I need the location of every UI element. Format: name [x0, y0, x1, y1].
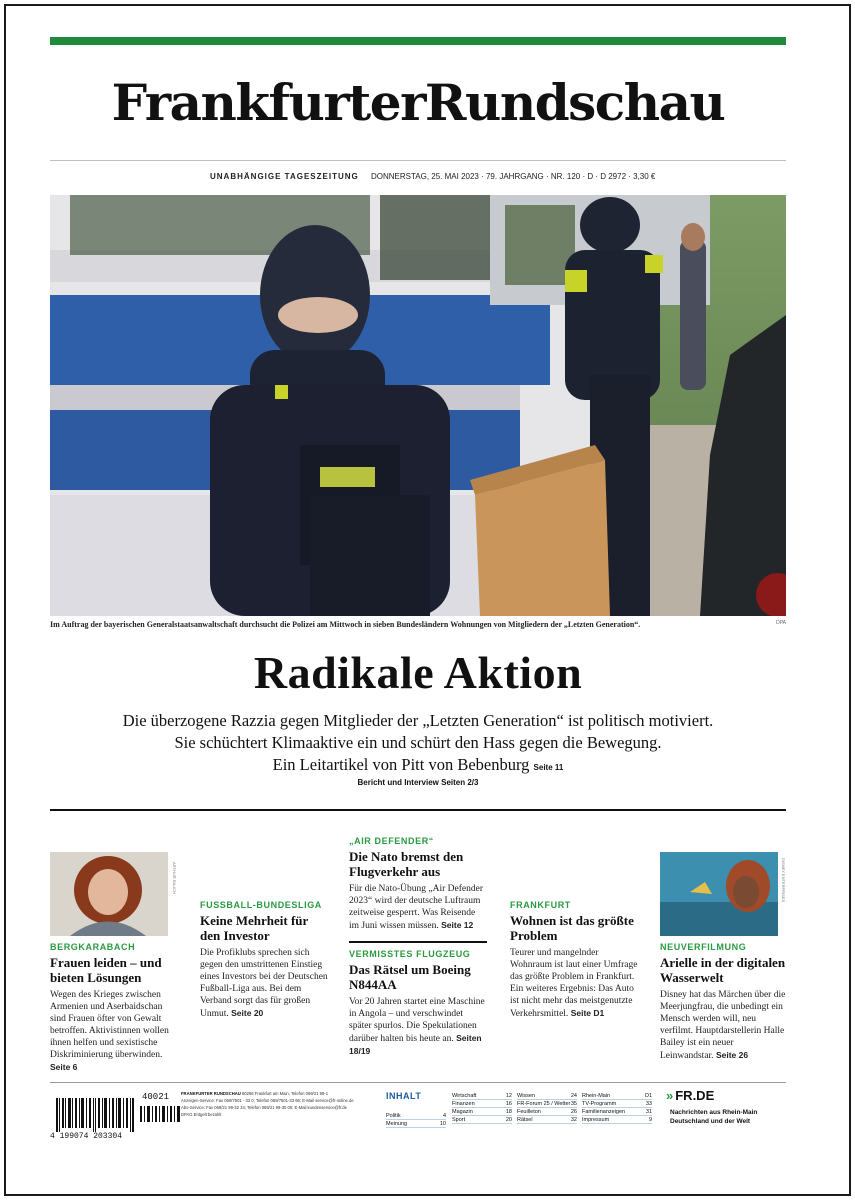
lead-photo-illustration	[50, 195, 786, 616]
bergkarabach-text: Wegen des Krieges zwischen Armenien und Aserbaidschan sind Frauen öfter von Gewalt betroffen. Aktivistinnen wollen ihnen helfen und sexistische Diskriminierung überwinden.	[50, 990, 169, 1060]
air-defender-headline[interactable]: Die Nato bremst den Flugverkehr aus	[349, 849, 464, 879]
publisher-line-4: DPAG Entgelt bezahlt	[181, 1112, 222, 1117]
teaser-air-defender[interactable]	[349, 836, 487, 1058]
issue-code: 40021	[142, 1092, 170, 1102]
inhalt-entry[interactable]: Wirtschaft 12	[452, 1093, 512, 1099]
barcode-number: 4 199074 203304	[50, 1132, 123, 1141]
publisher-name: FRANKFURTER RUNDSCHAU	[181, 1091, 241, 1096]
publisher-line-3: Abo-Service: Fax 069/21 99-32 34; Telefon 069/21 99-30 05; E-Mail kundenservice@fr.de	[181, 1105, 347, 1110]
bergkarabach-portrait	[50, 852, 168, 936]
deck-page-ref[interactable]: Seite 11	[533, 763, 564, 772]
related-pages[interactable]: Bericht und Interview Seiten 2/3	[357, 778, 479, 787]
flugzeug-text: Vor 20 Jahren startet eine Maschine in Angola – und verschwindet später spurlos. Die Spekulationen darüber halten bis heute an.	[349, 997, 485, 1044]
footer-strip	[50, 1086, 786, 1146]
inhalt-entry[interactable]: FR-Forum 25 / Wetter 35	[517, 1101, 577, 1107]
dateline	[210, 172, 655, 181]
arielle-photo-credit: DISNEY ENTERPRISES	[781, 858, 786, 903]
bergkarabach-kicker: BERGKARABACH	[50, 942, 136, 952]
fr-de-logo: FR.DE	[675, 1088, 715, 1103]
deck-line-2: Sie schüchtert Klimaaktive ein und schürt den Hass gegen die Bewegung.	[174, 733, 662, 752]
air-defender-page[interactable]: Seite 12	[441, 920, 474, 930]
arielle-body	[660, 989, 786, 1062]
inhalt-entry[interactable]: Wissen 24	[517, 1093, 577, 1099]
inhalt-entry[interactable]: Meinung 10	[386, 1121, 446, 1127]
inhalt-entry[interactable]: Magazin 18	[452, 1109, 512, 1115]
flugzeug-page[interactable]: Seiten 18/19	[349, 1033, 482, 1056]
fr-de-tagline: Nachrichten aus Rhein-Main Deutschland und der Welt	[670, 1109, 758, 1125]
inhalt-entry[interactable]: TV-Programm 33	[582, 1101, 652, 1107]
arielle-text: Disney hat das Märchen über die Meerjungfrau, die unbedingt ein Mensch werden will, neu verfilmt. Hauptdarstellerin Halle Bailey ist ein neuer Leinwandstar.	[660, 990, 786, 1061]
flugzeug-kicker: VERMISSTES FLUGZEUG	[349, 949, 471, 959]
arielle-mermaid-illustration	[660, 852, 778, 936]
police-officers-raid-photo[interactable]	[50, 195, 786, 616]
air-defender-kicker: „AIR DEFENDER“	[349, 836, 434, 846]
bergkarabach-page[interactable]: Seite 6	[50, 1062, 78, 1072]
arielle-kicker: NEUVERFILMUNG	[660, 942, 747, 952]
frankfurt-kicker: FRANKFURT	[510, 900, 571, 910]
bergkarabach-body	[50, 989, 180, 1074]
deck-author-line: Ein Leitartikel von Pitt von Bebenburg	[272, 755, 530, 774]
section-rule	[50, 809, 786, 811]
arielle-headline[interactable]: Arielle in der digitalen Wasserwelt	[660, 955, 786, 985]
deck-line-3	[50, 754, 786, 779]
publisher-line-2: Anzeigen-Service: Fax 069/7501 - 33 0; Telefon 069/7501-33 66; E-Mail service@fr-online.de	[181, 1098, 354, 1103]
column-separator	[349, 941, 487, 943]
fr-de-link[interactable]	[666, 1088, 714, 1103]
caption-text: Im Auftrag der bayerischen Generalstaatsanwaltschaft durchsucht die Polizei am Mittwoch in sieben Bundesländern Wohnungen von Mitgliedern der „Letzten Generation“.	[50, 620, 641, 629]
flugzeug-body	[349, 996, 487, 1058]
teaser-fussball[interactable]	[200, 900, 328, 1020]
inhalt-column-4	[582, 1092, 652, 1124]
fussball-text: Die Profiklubs sprechen sich gegen den umstrittenen Einstieg eines Investors bei der Deutschen Fußball-Liga aus. Bei dem Verband sorgt das für großen Unmut.	[200, 948, 328, 1019]
inhalt-entry[interactable]: Finanzen 16	[452, 1101, 512, 1107]
teaser-frankfurt[interactable]	[510, 900, 638, 1020]
photo-credit: DPA	[776, 620, 786, 626]
publisher-line-1	[181, 1090, 381, 1097]
fussball-body	[200, 947, 328, 1020]
air-defender-text: Für die Nato-Übung „Air Defender 2023“ wird der deutsche Luftraum zeitweise gesperrt. Was Reisende im Juni wissen müssen.	[349, 884, 484, 931]
masthead-title[interactable]: FrankfurterRundschau	[111, 73, 725, 132]
publisher-info	[181, 1090, 381, 1118]
inhalt-entry[interactable]: Sport 20	[452, 1117, 512, 1123]
inhalt-entry[interactable]: Feuilleton 26	[517, 1109, 577, 1115]
inhalt-column-1	[386, 1112, 446, 1128]
barcode-icon	[56, 1098, 134, 1132]
teaser-bergkarabach[interactable]	[50, 942, 180, 1074]
fussball-headline[interactable]: Keine Mehrheit für den Investor	[200, 913, 309, 943]
inhalt-column-2	[452, 1092, 512, 1124]
lead-deck	[50, 710, 786, 779]
fussball-page[interactable]: Seite 20	[231, 1008, 264, 1018]
footer-rule	[50, 1082, 786, 1083]
inhalt-entry[interactable]: Rhein-Main D1	[582, 1093, 652, 1099]
photo-caption	[50, 620, 786, 629]
masthead-rule	[50, 160, 786, 161]
fussball-kicker: FUSSBALL-BUNDESLIGA	[200, 900, 322, 910]
lead-headline[interactable]: Radikale Aktion	[253, 647, 583, 698]
double-chevron-icon: »	[666, 1088, 674, 1103]
frankfurt-page[interactable]: Seite D1	[570, 1008, 605, 1018]
frankfurt-headline[interactable]: Wohnen ist das größte Problem	[510, 913, 634, 943]
arielle-photo[interactable]	[660, 852, 778, 936]
inhalt-entry[interactable]: Politik 4	[386, 1113, 446, 1119]
frankfurt-text: Teurer und mangelnder Wohnraum ist laut einer Umfrage das größte Problem in Frankfurt. Ein weiteres Ergebnis: Das Auto ist nicht mehr das meistgenutzte Verkehrsmittel.	[510, 948, 638, 1019]
frankfurt-body	[510, 947, 638, 1020]
date-info: DONNERSTAG, 25. MAI 2023 · 79. JAHRGANG · NR. 120 · D · D 2972 · 3,30 €	[370, 172, 656, 181]
masthead-green-rule	[50, 37, 786, 45]
bergkarabach-photo-credit: ARTHUR RAUCH	[172, 862, 177, 894]
inhalt-column-3	[517, 1092, 577, 1124]
arielle-page[interactable]: Seite 26	[715, 1050, 749, 1060]
inhalt-label: INHALT	[386, 1091, 422, 1101]
bergkarabach-headline[interactable]: Frauen leiden – und bieten Lösungen	[50, 955, 162, 985]
deck-line-1: Die überzogene Razzia gegen Mitglieder der „Letzten Generation“ ist politisch motiviert.	[122, 711, 714, 730]
publisher-address: 60266 Frankfurt am Main, Telefon 069/21 99-1	[241, 1091, 329, 1096]
air-defender-body	[349, 883, 487, 932]
inhalt-entry[interactable]: Familienanzeigen 31	[582, 1109, 652, 1115]
bergkarabach-photo[interactable]	[50, 852, 168, 936]
inhalt-entry[interactable]: Rätsel 32	[517, 1117, 577, 1123]
issue-barcode-icon	[140, 1106, 180, 1122]
inhalt-entry[interactable]: Impressum 9	[582, 1117, 652, 1123]
flugzeug-headline[interactable]: Das Rätsel um Boeing N844AA	[349, 962, 471, 992]
tagline: UNABHÄNGIGE TAGESZEITUNG	[210, 172, 359, 181]
teaser-arielle[interactable]	[660, 942, 786, 1062]
